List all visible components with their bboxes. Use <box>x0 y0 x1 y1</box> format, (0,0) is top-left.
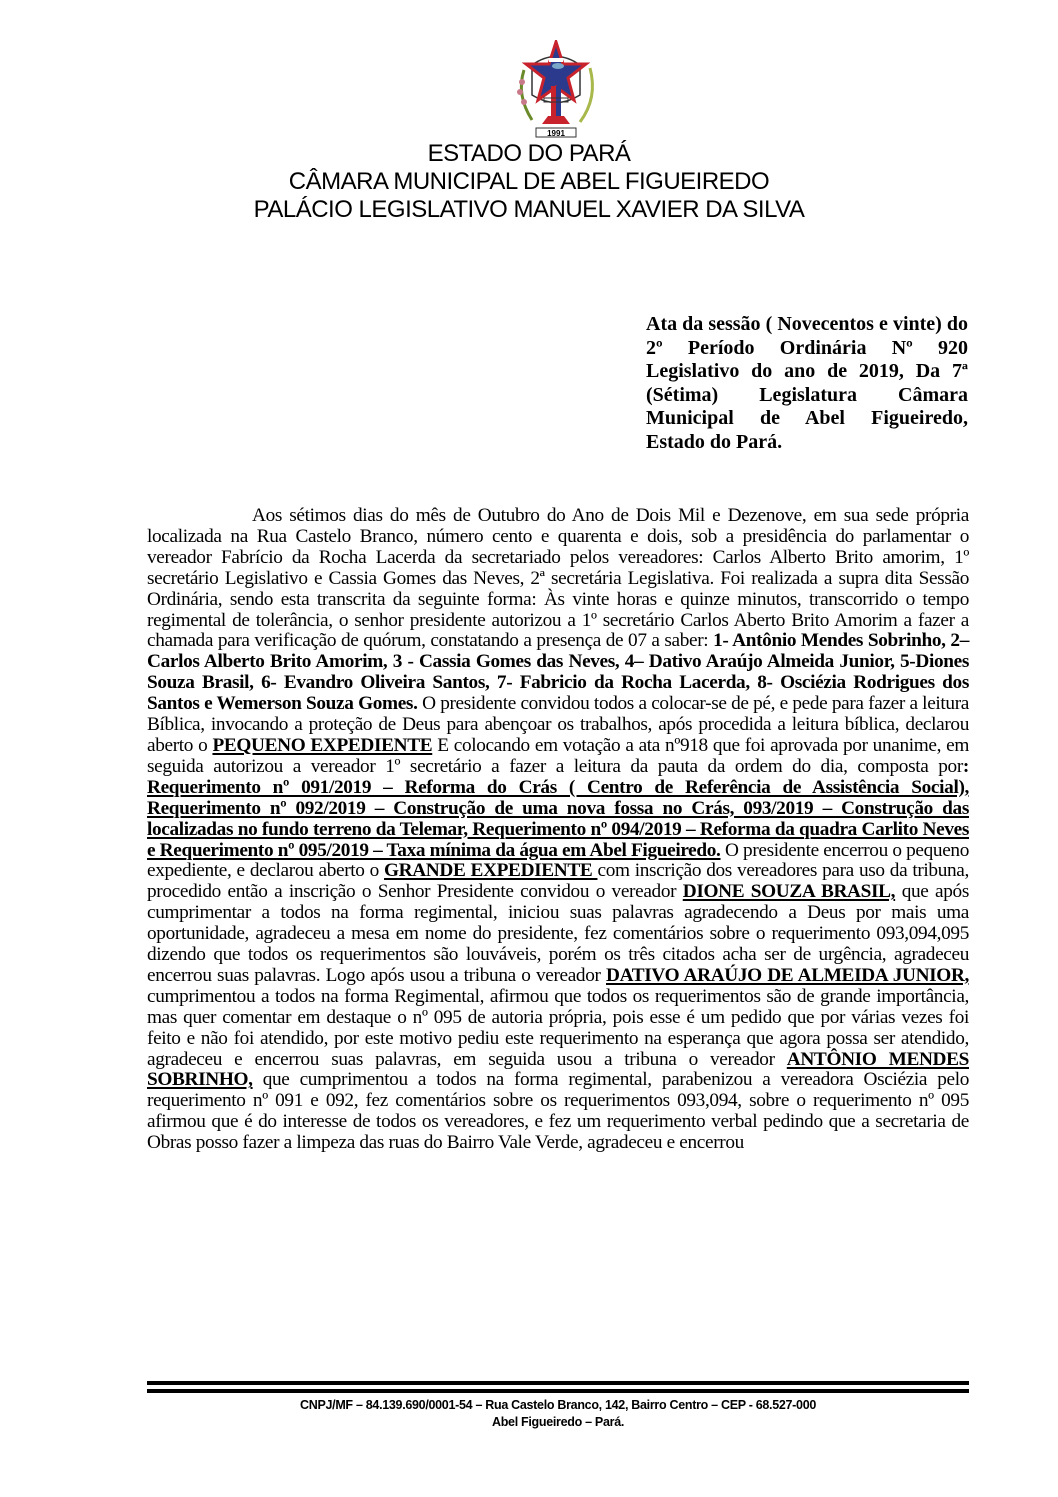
colon: : <box>962 755 969 777</box>
letterhead-state: ESTADO DO PARÁ <box>427 140 631 167</box>
speaker-antonio: ANTÔNIO MENDES SOBRINHO, <box>147 1048 969 1091</box>
letterhead-palace: PALÁCIO LEGISLATIVO MANUEL XAVIER DA SILVA <box>253 196 805 223</box>
grande-expediente-heading: GRANDE EXPEDIENTE <box>384 860 598 882</box>
body-text-8: que cumprimentou a todos na forma regimental, parabenizou a vereadora Osciézia pelo requerimento nº 091 e 092, fez comentários sobre os requerimentos 093,094, sobre o requerimento nº 095 afirmou que é do interesse de todos os vereadores, e fez um requerimento verbal pedindo que a secretaria de Obras posso fazer a limpeza das ruas do Bairro Vale Verde, agradeceu e encerrou <box>147 1069 969 1154</box>
body-text-2: O presidente convidou todos a colocar-se de pé, e pede para fazer a leitura Bíblica, invocando a proteção de Deus para abençoar os trabalhos, após procedida a leitura bíblica, declarou aberto o <box>147 693 969 756</box>
footer-address: CNPJ/MF – 84.139.690/0001-54 – Rua Castelo Branco, 142, Bairro Centro – CEP - 68.527-000 <box>300 1398 816 1412</box>
body-text-7: cumprimentou a todos na forma Regimental, afirmou que todos os requerimentos são de grande importância, mas quer comentar em destaque o nº 095 de autoria própria, pois esse é um pedido que por várias vezes foi feito e não foi atendido, por este motivo pediu este requerimento na esperança que agora possa ser atendido, agradeceu e encerrou suas palavras, em seguida usou a tribuna o vereador <box>147 985 969 1070</box>
letterhead-chamber: CÂMARA MUNICIPAL DE ABEL FIGUEIREDO <box>288 168 770 195</box>
minutes-title: Ata da sessão ( Novecentos e vinte) do 2º Período Ordinária Nº 920 Legislativo do ano de 2019, Da 7ª (Sétima) Legislatura Câmara Municipal de Abel Figueiredo, Estado do Pará. <box>646 313 968 453</box>
body-text-3: E colocando em votação a ata nº918 que foi aprovada por unanime, em seguida autorizou a vereador 1º secretário a fazer a leitura da pauta da ordem do dia, composta por <box>147 734 969 777</box>
crest-year: 1991 <box>547 129 565 138</box>
body-text-4: O presidente encerrou o pequeno expediente, e declarou aberto o <box>147 839 969 882</box>
pequeno-expediente-heading: PEQUENO EXPEDIENTE <box>212 734 433 756</box>
agenda-items: Requerimento nº 091/2019 – Reforma do Crás ( Centro de Referência de Assistência Social), Requerimento nº 092/2019 – Construção de uma nova fossa no Crás, 093/2019 – Construção das localizadas no fundo terreno da Telemar, Requerimento nº 094/2019 – Reforma da quadra Carlito Neves e Requerimento nº 095/2019 – Taxa mínima da água em Abel Figueiredo. <box>147 776 969 861</box>
footer-city: Abel Figueiredo – Pará. <box>491 1415 625 1429</box>
body-text-6: que após cumprimentar a todos na forma regimental, iniciou suas palavras agradecendo a Deus por mais uma oportunidade, agradeceu a mesa em nome do presidente, fez comentários sobre o requerimento 093,094,095 dizendo que todos os requerimentos são louváveis, porém os três citados acha ser de urgência, agradeceu encerrou suas palavras. Logo após usou a tribuna o vereador <box>147 881 969 986</box>
speaker-dativo: DATIVO ARAÚJO DE ALMEIDA JUNIOR, <box>606 964 970 986</box>
body-text-5: com inscrição dos vereadores para uso da tribuna, procedido então a inscrição o Senhor Presidente convidou o vereador <box>147 860 969 903</box>
footer-divider-top <box>147 1381 969 1385</box>
minutes-body <box>147 506 969 1154</box>
municipal-crest-logo <box>502 40 610 142</box>
body-opening: Aos sétimos dias do mês de Outubro do Ano de Dois Mil e Dezenove, em sua sede própria localizada na Rua Castelo Branco, número cento e quarenta e dois, sob a presidência do parlamentar o vereador Fabrício da Rocha Lacerda da secretariado pelos vereadores: Carlos Alberto Brito amorim, 1º secretário Legislativo e Cassia Gomes das Neves, 2ª secretária Legislativa. Foi realizada a supra dita Sessão Ordinária, sendo esta transcrita da seguinte forma: Às vinte horas e quinze minutos, transcorrido o tempo regimental de tolerância, o senhor presidente autorizou a 1º secretário Carlos Aberto Brito Amorim a fazer a chamada para verificação de quórum, constatando a presença de 07 a saber: <box>147 505 969 652</box>
crest-icon <box>502 40 610 142</box>
attendee-list: 1- Antônio Mendes Sobrinho, 2– Carlos Alberto Brito Amorim, 3 - Cassia Gomes das Neves, 4– Dativo Araújo Almeida Junior, 5-Diones Souza Brasil, 6- Evandro Oliveira Santos, 7- Fabricio da Rocha Lacerda, 8- Osciézia Rodrigues dos Santos e Wemerson Souza Gomes. <box>147 630 969 715</box>
footer <box>0 1397 1058 1431</box>
speaker-dione: DIONE SOUZA BRASIL, <box>682 881 896 903</box>
letterhead <box>0 140 1058 224</box>
footer-divider-bottom <box>147 1389 969 1393</box>
